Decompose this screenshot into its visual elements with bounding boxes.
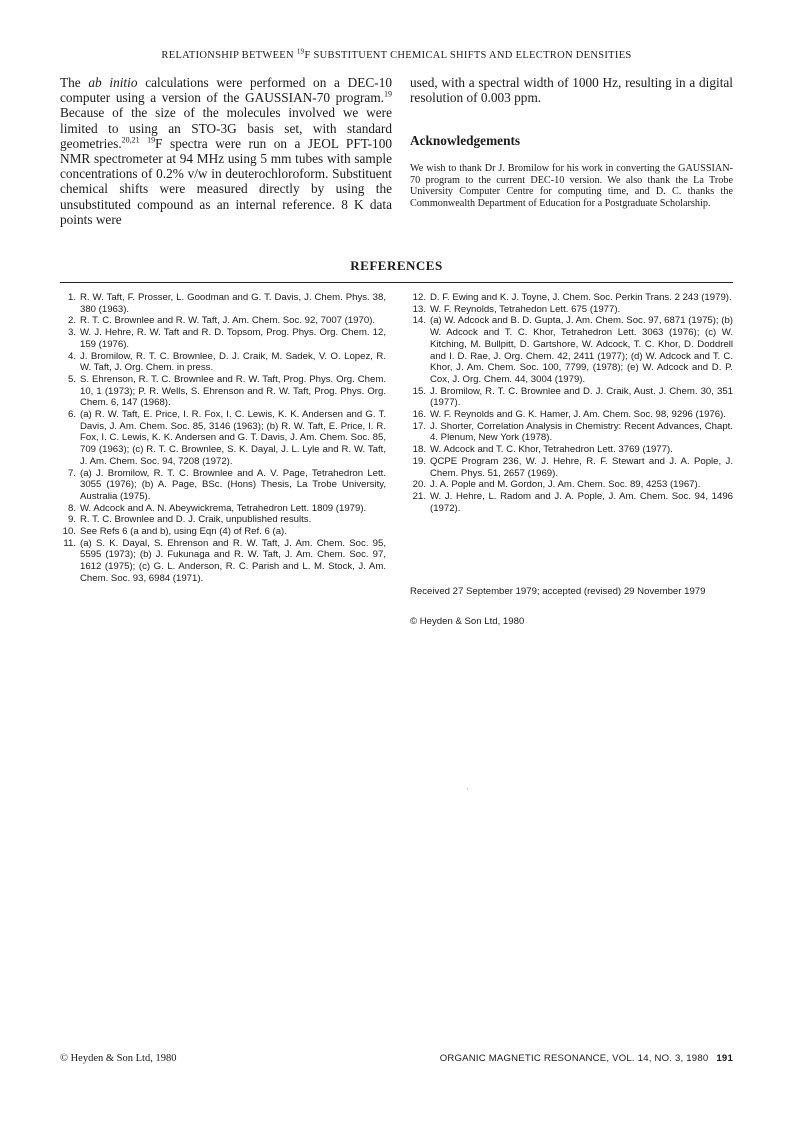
body-text-4: F spectra were run on a JEOL PFT-100 NMR spectrometer at 94 MHz using 5 mm tubes with sample concentrations of 0.2% v/w in deuterochloroform. Substituent chemical shifts were measured directly by using the unsubstituted compound as an internal reference. 8 K data points were xyxy=(60,135,392,227)
reference-text: R. T. C. Brownlee and R. W. Taft, J. Am. Chem. Soc. 92, 7007 (1970). xyxy=(80,315,376,327)
body-right-column: used, with a spectral width of 1000 Hz, resulting in a digital resolution of 0.003 ppm. xyxy=(410,75,733,106)
citation-sup-1: 19 xyxy=(384,89,392,99)
reference-number: 15. xyxy=(412,385,426,397)
reference-text: (a) S. K. Dayal, S. Ehrenson and R. W. Taft, J. Am. Chem. Soc. 95, 5595 (1973); (b) J. Fukunaga and R. W. Taft, J. Am. Chem. Soc. 97, 1612 (1975); (c) G. L. Anderson, R. C. Parish and L. M. Stock, J. Am. Chem. Soc. 93, 6984 (1971). xyxy=(80,537,386,584)
reference-number: 9. xyxy=(67,514,76,526)
reference-item xyxy=(410,479,733,491)
reference-item xyxy=(410,315,733,385)
reference-number: 3. xyxy=(67,327,76,339)
page-number: 191 xyxy=(716,1053,733,1064)
reference-text: W. J. Hehre, R. W. Taft and R. D. Topsom, Prog. Phys. Org. Chem. 12, 159 (1976). xyxy=(80,327,386,350)
running-head xyxy=(60,47,733,61)
running-head-end: F SUBSTITUENT CHEMICAL SHIFTS AND ELECTRON DENSITIES xyxy=(304,50,632,61)
reference-number: 20. xyxy=(412,479,426,491)
stray-mark: · xyxy=(466,785,469,794)
reference-number: 11. xyxy=(63,537,76,549)
reference-text: J. A. Pople and M. Gordon, J. Am. Chem. Soc. 89, 4253 (1967). xyxy=(430,479,701,491)
references-right-list xyxy=(410,292,733,514)
reference-number: 16. xyxy=(412,409,426,421)
reference-number: 18. xyxy=(412,444,426,456)
reference-item xyxy=(60,315,386,327)
reference-item xyxy=(60,351,386,374)
body-left-column xyxy=(60,75,392,227)
reference-text: D. F. Ewing and K. J. Toyne, J. Chem. Soc. Perkin Trans. 2 243 (1979). xyxy=(430,292,732,303)
reference-number: 19. xyxy=(412,455,426,467)
reference-text: QCPE Program 236, W. J. Hehre, R. F. Stewart and J. A. Pople, J. Chem. Phys. 51, 2657 (1969). xyxy=(430,455,733,479)
reference-text: W. Adcock and A. N. Abeywickrema, Tetrahedron Lett. 1809 (1979). xyxy=(80,502,367,514)
reference-text: J. Bromilow, R. T. C. Brownlee, D. J. Craik, M. Sadek, V. O. Lopez, R. W. Taft, J. Org. Chem. in press. xyxy=(80,350,386,374)
reference-text: W. Adcock and T. C. Khor, Tetrahedron Lett. 3769 (1977). xyxy=(430,444,673,456)
reference-number: 17. xyxy=(412,420,426,432)
reference-item xyxy=(410,456,733,479)
reference-item xyxy=(410,386,733,409)
reference-item xyxy=(410,304,733,316)
reference-number: 12. xyxy=(412,292,426,303)
references-left-list xyxy=(60,292,386,585)
reference-number: 2. xyxy=(67,315,76,327)
reference-text: (a) R. W. Taft, E. Price, I. R. Fox, I. C. Lewis, K. K. Andersen and G. T. Davis, J. Am. Chem. Soc. 85, 3146 (1963); (b) R. W. Taft, E. Price, I. R. Fox, I. C. Lewis, K. K. Andersen and G. T. Davis, J. Am. Chem. Soc. 85, 709 (1963); (c) R. T. C. Brownlee, S. K. Dayal, J. L. Lyle and R. W. Taft, J. Am. Chem. Soc. 94, 7208 (1972). xyxy=(80,409,386,467)
reference-item xyxy=(60,538,386,585)
reference-text: R. W. Taft, F. Prosser, L. Goodman and G. T. Davis, J. Chem. Phys. 38, 380 (1963). xyxy=(80,292,386,315)
acknowledgements-text: We wish to thank Dr J. Bromilow for his work in converting the GAUSSIAN-70 program to the current DEC-10 version. We also thank the La Trobe University Computer Centre for computing time, and D. C. thanks the Commonwealth Department of Education for a Postgraduate Scholarship. xyxy=(410,163,733,209)
running-head-start: RELATIONSHIP BETWEEN xyxy=(161,50,297,61)
reference-item xyxy=(410,421,733,444)
reference-text: (a) W. Adcock and B. D. Gupta, J. Am. Chem. Soc. 97, 6871 (1975); (b) W. Adcock and T. C. Khor, Tetrahedron Lett. 3063 (1976); (c) W. Kitching, M. Bullpitt, D. Gartshore, W. Adcock, T. C. Khor, D. Doddrell and I. D. Rae, J. Org. Chem. 42, 2411 (1977); (d) W. Adcock and T. C. Khor, J. Am. Chem. Soc. 100, 7799, (1978); (e) W. Adcock and D. P. Cox, J. Org. Chem. 44, 3004 (1979). xyxy=(430,315,733,385)
reference-number: 4. xyxy=(67,350,76,362)
reference-text: J. Bromilow, R. T. C. Brownlee and D. J. Craik, Aust. J. Chem. 30, 351 (1977). xyxy=(430,385,733,409)
body-italic: ab initio xyxy=(88,75,138,90)
reference-text: See Refs 6 (a and b), using Eqn (4) of Ref. 6 (a). xyxy=(80,526,287,538)
acknowledgements-heading: Acknowledgements xyxy=(410,133,521,148)
isotope-sup: 19 xyxy=(147,135,156,145)
footer-journal xyxy=(440,1053,733,1064)
reference-text: (a) J. Bromilow, R. T. C. Brownlee and A. V. Page, Tetrahedron Lett. 3055 (1976); (b) A. Page, BSc. (Hons) Thesis, La Trobe University, Australia (1975). xyxy=(80,467,386,502)
reference-item xyxy=(60,292,386,315)
reference-item xyxy=(60,514,386,526)
reference-text: R. T. C. Brownlee and D. J. Craik, unpublished results. xyxy=(80,514,312,526)
reference-number: 13. xyxy=(412,303,426,315)
reference-text: W. J. Hehre, L. Radom and J. A. Pople, J. Am. Chem. Soc. 94, 1496 (1972). xyxy=(430,490,733,514)
reference-item xyxy=(60,503,386,515)
citation-sup-2: 20,21 xyxy=(121,135,140,145)
footer-copyright: © Heyden & Son Ltd, 1980 xyxy=(60,1053,177,1064)
received-date: Received 27 September 1979; accepted (revised) 29 November 1979 xyxy=(410,586,706,597)
reference-number: 21. xyxy=(412,490,426,502)
reference-item xyxy=(60,468,386,503)
reference-text: W. F. Reynolds and G. K. Hamer, J. Am. Chem. Soc. 98, 9296 (1976). xyxy=(430,409,726,421)
copyright-notice: © Heyden & Son Ltd, 1980 xyxy=(410,616,525,627)
reference-number: 10. xyxy=(62,526,76,538)
reference-number: 1. xyxy=(67,292,76,303)
reference-item xyxy=(60,526,386,538)
body-text-2: calculations were performed on a DEC-10 computer using a version of the GAUSSIAN-70 program. xyxy=(60,75,392,106)
reference-number: 14. xyxy=(412,315,426,327)
reference-text: W. F. Reynolds, Tetrahedon Lett. 675 (1977). xyxy=(430,303,621,315)
reference-item xyxy=(60,327,386,350)
references-rule xyxy=(60,282,733,283)
reference-item xyxy=(410,409,733,421)
reference-number: 5. xyxy=(67,373,76,385)
reference-number: 8. xyxy=(67,502,76,514)
reference-item xyxy=(60,374,386,409)
running-head-sup: 19 xyxy=(296,47,305,56)
reference-number: 6. xyxy=(67,409,76,421)
reference-number: 7. xyxy=(67,467,76,479)
body-text-1: The xyxy=(60,75,89,90)
references-heading: REFERENCES xyxy=(350,258,443,273)
body-text-3: Because of the size of the molecules involved we were limited to using an STO-3G basis set, with standard geometries. xyxy=(60,105,392,151)
reference-item xyxy=(410,491,733,514)
reference-item xyxy=(60,409,386,468)
journal-citation: ORGANIC MAGNETIC RESONANCE, VOL. 14, NO. 3, 1980 xyxy=(439,1053,709,1064)
reference-text: S. Ehrenson, R. T. C. Brownlee and R. W. Taft, Prog. Phys. Org. Chem. 10, 1 (1973); P. R. Wells, S. Ehrenson and R. W. Taft, Prog. Phys. Org. Chem. 6, 147 (1968). xyxy=(80,373,386,409)
reference-text: J. Shorter, Correlation Analysis in Chemistry: Recent Advances, Chapt. 4. Plenum, New York (1978). xyxy=(430,420,733,444)
reference-item xyxy=(410,444,733,456)
reference-item xyxy=(410,292,733,304)
